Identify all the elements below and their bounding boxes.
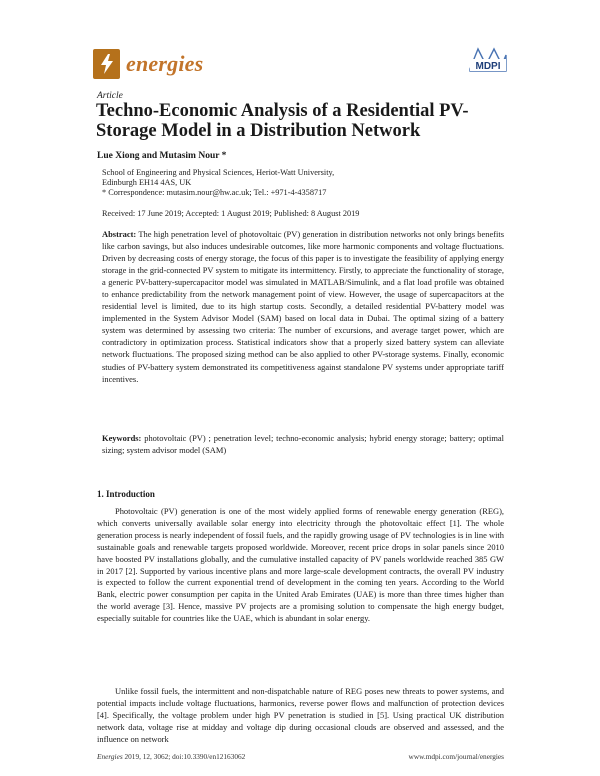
keywords-label: Keywords: (102, 433, 142, 443)
article-title: Techno-Economic Analysis of a Residential PV-Storage Model in a Distribution Network (96, 101, 469, 141)
energies-lightning-icon (93, 49, 120, 79)
abstract-label: Abstract: (102, 229, 137, 239)
mdpi-logo (466, 45, 510, 75)
footer-citation-details: 2019, 12, 3062; doi:10.3390/en12163062 (124, 752, 246, 761)
affiliation-block (102, 168, 502, 199)
affiliation-line: School of Engineering and Physical Sciences, Heriot-Watt University, (102, 168, 335, 177)
body-paragraph: Photovoltaic (PV) generation is one of the most widely applied forms of renewable energy generation (REG), which converts universally available solar energy into electricity through the photovoltaic effect [1]. The whole generation process is nearly independent of fossil fuels, and the rapidly growing usage of PV technologies is in line with sustainable goals and renewable targets proposed worldwide. Moreover, recent price drops in solar panels since 2010 have boosted PV installations globally, and the cumulative installed capacity of PV panels worldwide reached 385 GW in 2017 [2]. Supported by various incentive plans and more large-scale development contracts, the overall PV industry is expected to follow the current exponential trend of development in the coming ten years. According to the World Bank, electric power consumption per capita in the United Arab Emirates (UAE) is more than three times higher than the world average [3]. Hence, massive PV projects are a promising solution to compensate the high energy budget, especially suitable for countries like the UAE, which is abundant in solar energy. (97, 506, 504, 624)
correspondence[interactable]: * Correspondence: mutasim.nour@hw.ac.uk; Tel.: +971-4-4358717 (102, 188, 327, 198)
section-heading: 1. Introduction (97, 489, 155, 499)
keywords (102, 432, 504, 456)
authors: Lue Xiong and Mutasim Nour * (97, 151, 227, 161)
article-type: Article (97, 91, 123, 101)
abstract-text: The high penetration level of photovoltaic (PV) generation in distribution networks not only brings benefits like carbon savings, but also induces undesirable outcomes, like more harmonic components and voltage fluctuations. Driven by decreasing costs of energy storage, the focus of this paper is to investigate the feasibility of applying energy storage in the grid-connected PV system to mitigate its intermittency. Firstly, to appreciate the functionality of storage, a generic PV-battery-supercapacitor model was simulated in MATLAB/Simulink, and a flat load profile was obtained to enhance predictability from the network management point of view. However, the usage of supercapacitors at the residential level is limited, due to its high startup costs. Secondly, a detailed residential PV-battery model was implemented in the System Advisor Model (SAM) based on local data in Dubai. The optimal sizing of a battery system was determined by assessing two criteria: The number of excursions, and average target power, which are contradictory in optimization process. Statistical indicators show that a properly sized battery system can alleviate network fluctuations. The proposed sizing method can be also applied to other PV-storage systems. Finally, economic studies of PV-battery system demonstrated its competitiveness against standalone PV systems under appropriate tariff incentives. (102, 229, 504, 384)
publication-dates: Received: 17 June 2019; Accepted: 1 August 2019; Published: 8 August 2019 (102, 209, 360, 218)
affiliation-line: Edinburgh EH14 4AS, UK (102, 178, 192, 188)
keywords-text: photovoltaic (PV) ; penetration level; techno-economic analysis; hybrid energy storage; battery; optimal sizing; system advisor model (SAM) (102, 433, 504, 456)
journal-name: energies (126, 51, 204, 76)
journal-logo (93, 44, 203, 84)
footer-citation (97, 752, 245, 761)
footer-journal: Energies (97, 752, 123, 761)
mdpi-logo-text: MDPI (475, 61, 501, 72)
footer-url[interactable]: www.mdpi.com/journal/energies (408, 752, 504, 761)
abstract (102, 228, 504, 385)
body-paragraph: Unlike fossil fuels, the intermittent and non-dispatchable nature of REG poses new threats to power systems, and potential impacts include voltage fluctuations, harmonics, reverse power flows and malfunction of protection devices [4]. Specifically, the voltage problem under high PV penetration is studied in [5]. Using practical UK distribution network data, voltage rise at midday and voltage dip during occasional clouds are observed and assessed, and the influence on network (97, 686, 504, 744)
